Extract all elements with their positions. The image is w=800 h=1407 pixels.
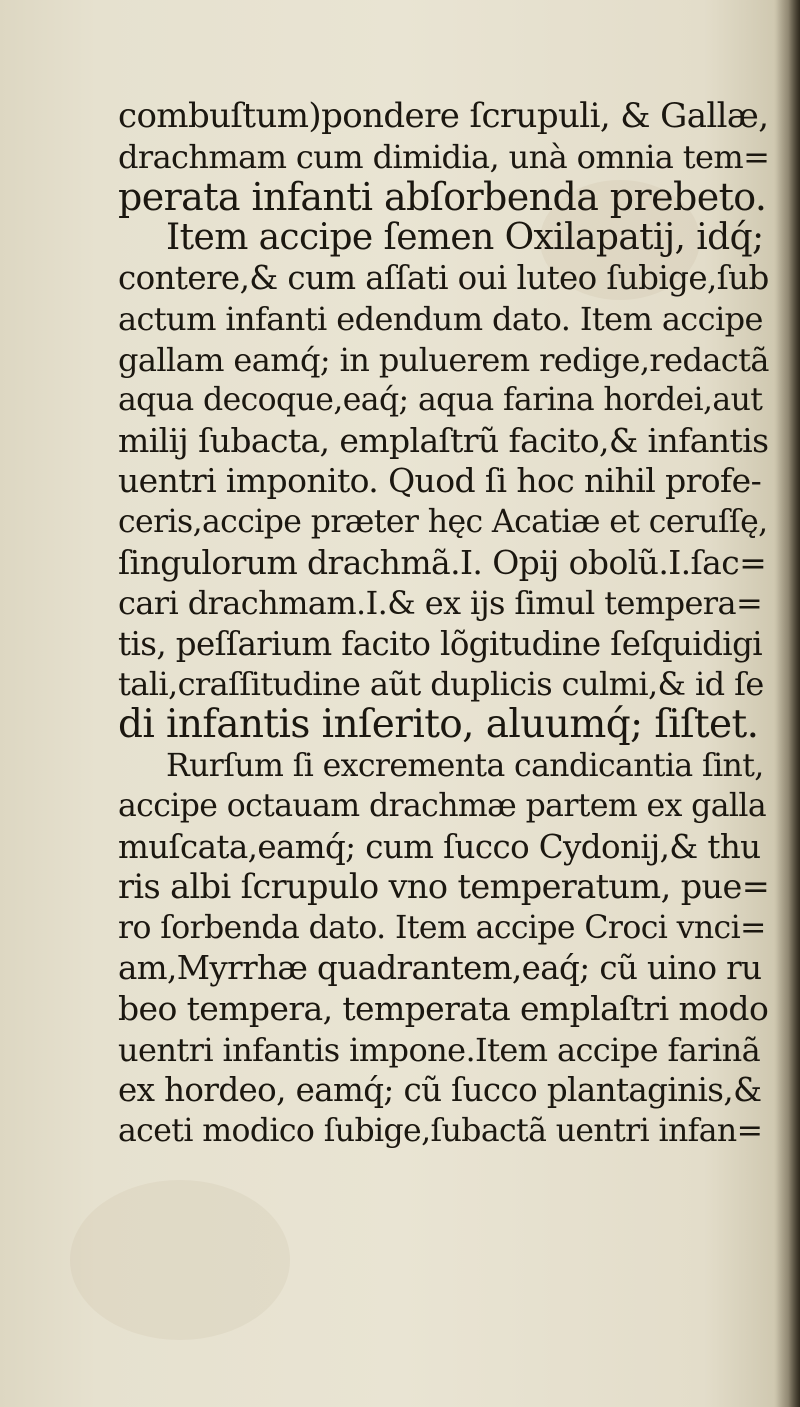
text-line: Item accipe ſemen Oxilapatij, idq́; [166, 216, 764, 258]
text-line: uentri infantis impone.Item accipe farinã [118, 1030, 761, 1069]
text-line: muſcata,eamq́; cum ſucco Cydonij,& thu [118, 827, 761, 866]
text-line: ro ſorbenda dato. Item accipe Croci vnci= [118, 909, 766, 946]
text-line: combuſtum)pondere ſcrupuli, & Gallæ, [118, 96, 769, 136]
text-line: drachmam cum dimidia, unà omnia tem= [118, 137, 770, 176]
text-line: ceris,accipe præter hęc Acatiæ et ceruſſę, [118, 503, 768, 540]
text-line: contere,& cum aſſati oui luteo ſubige,ſub [118, 259, 769, 298]
text-line: am,Myrrhæ quadrantem,eaq́; cũ uino ru [118, 949, 762, 988]
text-line: ris albi ſcrupulo vno temperatum, pue= [118, 867, 770, 907]
text-line: beo tempera, temperata emplaſtri modo [118, 989, 769, 1029]
text-line: tis, peſſarium facito lõgitudine ſeſquidigi [118, 624, 763, 663]
text-line: milij ſubacta, emplaſtrũ facito,& infantis [118, 420, 769, 460]
page-edge-shadow [774, 0, 800, 1407]
text-line: aceti modico ſubige,ſubactã uentri infan= [118, 1112, 763, 1149]
text-line: uentri imponito. Quod ſi hoc nihil profe- [118, 461, 762, 501]
text-line: aqua decoque,eaq́; aqua farina hordei,aut [118, 382, 763, 419]
text-line: accipe octauam drachmæ partem ex galla [118, 788, 767, 825]
text-line: Rurſum ſi excrementa candicantia ſint, [166, 747, 764, 784]
text-line: ex hordeo, eamq́; cũ ſucco plantaginis,& [118, 1071, 762, 1110]
text-line: actum infanti edendum dato. Item accipe [118, 299, 763, 338]
text-line: cari drachmam.I.& ex ijs ſimul tempera= [118, 584, 763, 623]
text-line: tali,craſſitudine aũt duplicis culmi,& id ſe [118, 665, 764, 704]
text-line: di infantis inſerito, aluumq́; ſiſtet. [118, 701, 759, 747]
text-line: perata infanti abſorbenda prebeto. [118, 175, 767, 220]
text-line: gallam eamq́; in puluerem redige,redactã [118, 340, 769, 379]
text-column [118, 96, 770, 1151]
text-line: ſingulorum drachmã.I. Opij obolũ.I.ſac= [118, 542, 767, 582]
paper-stain [70, 1180, 290, 1340]
